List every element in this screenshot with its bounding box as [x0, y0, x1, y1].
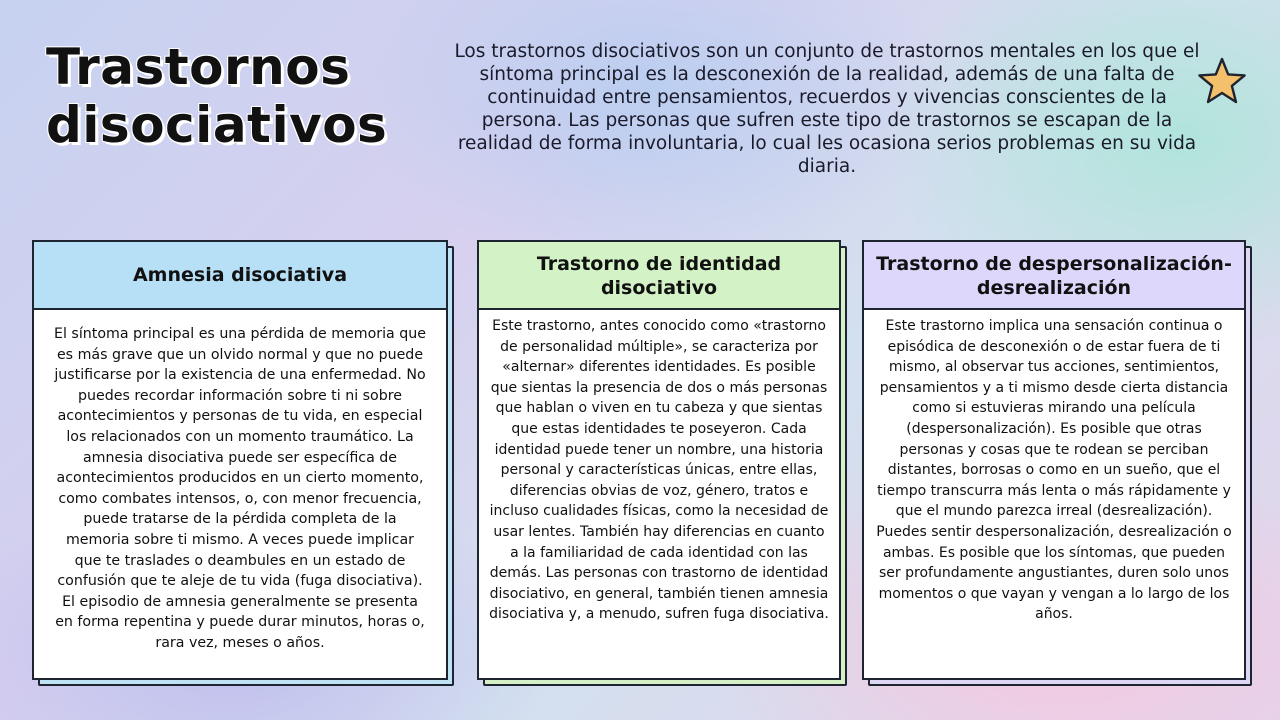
page-title-line-1: Trastornos [46, 38, 351, 96]
card-heading: Trastorno de identidad disociativo [479, 242, 839, 310]
star-icon [1196, 56, 1248, 106]
card-panel [32, 240, 448, 680]
page-title [46, 38, 436, 154]
page-title-line-2: disociativos [46, 96, 388, 154]
card-heading: Amnesia disociativa [34, 242, 446, 310]
card-despersonalizacion-desrealizacion [862, 240, 1246, 680]
card-body: Este trastorno, antes conocido como «trastorno de personalidad múltiple», se caracteriza por «alternar» diferentes identidades. Es posible que sientas la presencia de dos o más personas que hablan o viven en tu cabeza y que sientas que estas identidades te poseyeron. Cada identidad puede tener un nombre, una historia personal y características únicas, entre ellas, diferencias obvias de voz, género, tratos e incluso cualidades físicas, como la necesidad de usar lentes. También hay diferencias en cuanto a la familiaridad de cada identidad con las demás. Las personas con trastorno de identidad disociativo, en general, también tienen amnesia disociativa y, a menudo, sufren fuga disociativa. [489, 318, 829, 623]
card-panel [862, 240, 1246, 680]
card-amnesia-disociativa [32, 240, 448, 680]
intro-paragraph: Los trastornos disociativos son un conjunto de trastornos mentales en los que el síntoma principal es la desconexión de la realidad, además de una falta de continuidad entre pensamientos, recuerdos y vivencias conscientes de la persona. Las personas que sufren este tipo de trastornos se escapan de la realidad de forma involuntaria, lo cual les ocasiona serios problemas en su vida diaria. [454, 41, 1200, 177]
card-panel [477, 240, 841, 680]
card-trastorno-identidad-disociativo [477, 240, 841, 680]
card-heading: Trastorno de despersonalización-desrealización [864, 242, 1244, 310]
card-body: El síntoma principal es una pérdida de memoria que es más grave que un olvido normal y que no puede justificarse por la existencia de una enfermedad. No puedes recordar información sobre ti ni sobre acontecimientos y personas de tu vida, en especial los relacionados con un momento traumático. La amnesia disociativa puede ser específica de acontecimientos producidos en un cierto momento, como combates intensos, o, con menor frecuencia, puede tratarse de la pérdida completa de la memoria sobre ti mismo. A veces puede implicar que te traslades o deambules en un estado de confusión que te aleje de tu vida (fuga disociativa). El episodio de amnesia generalmente se presenta en forma repentina y puede durar minutos, horas o, rara vez, meses o años. [54, 326, 426, 651]
card-body: Este trastorno implica una sensación continua o episódica de desconexión o de estar fuera de ti mismo, al observar tus acciones, sentimientos, pensamientos y a ti mismo desde cierta distancia como si estuvieras mirando una película (despersonalización). Es posible que otras personas y cosas que te rodean se perciban distantes, borrosas o como en un sueño, que el tiempo transcurra más lenta o más rápidamente y que el mundo parezca irreal (desrealización). Puedes sentir despersonalización, desrealización o ambas. Es posible que los síntomas, que pueden ser profundamente angustiantes, duren solo unos momentos o que vayan y vengan a lo largo de los años. [876, 318, 1232, 623]
